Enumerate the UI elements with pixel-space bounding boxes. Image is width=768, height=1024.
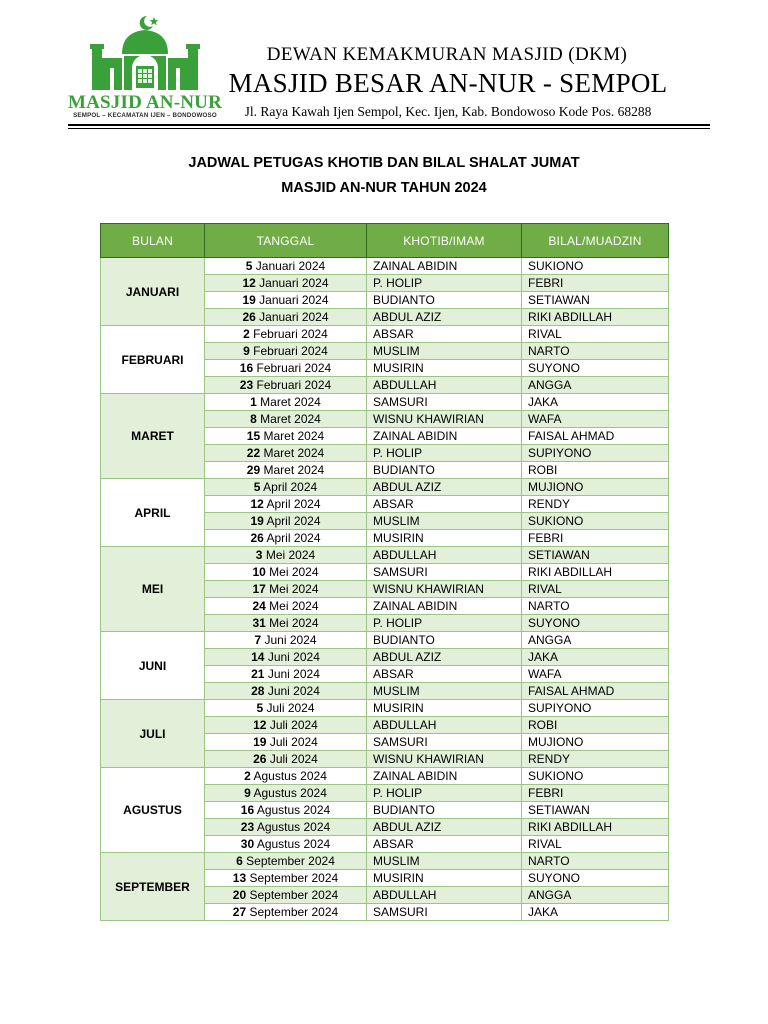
date-day: 26 [253,752,267,766]
date-cell [205,751,367,768]
column-header-khotib: KHOTIB/IMAM [367,224,522,258]
date-month-year: Februari 2024 [249,344,328,358]
date-day: 9 [243,344,250,358]
khotib-cell: ZAINAL ABIDIN [367,428,522,445]
mosque-icon [66,14,224,94]
date-day: 13 [232,871,247,885]
date-cell [205,411,367,428]
bilal-cell: SUYONO [522,615,669,632]
bilal-cell: ANGGA [522,632,669,649]
date-cell [205,377,367,394]
date-cell [205,785,367,802]
date-month-year: Agustus 2024 [250,786,327,800]
bilal-cell: FAISAL AHMAD [522,683,669,700]
mosque-logo [66,14,224,122]
column-header-bulan: BULAN [101,224,205,258]
date-cell [205,326,367,343]
date-month-year: Agustus 2024 [250,769,327,783]
address: Jl. Raya Kawah Ijen Sempol, Kec. Ijen, Kab. Bondowoso Kode Pos. 68288 [244,104,652,119]
khotib-cell: ABSAR [367,666,522,683]
date-month-year: April 2024 [263,531,321,545]
bilal-cell: RIKI ABDILLAH [522,564,669,581]
date-month-year: Maret 2024 [260,429,325,443]
date-month-year: Maret 2024 [260,463,325,477]
bilal-cell: WAFA [522,666,669,683]
bilal-cell: WAFA [522,411,669,428]
bilal-cell: SUKIONO [522,768,669,785]
date-day: 2 [243,327,250,341]
date-cell [205,700,367,717]
khotib-cell: MUSLIM [367,683,522,700]
date-day: 16 [240,803,255,817]
bilal-cell: SUYONO [522,360,669,377]
khotib-cell: ABDUL AZIZ [367,819,522,836]
date-cell [205,683,367,700]
table-row [101,326,669,343]
bilal-cell: SETIAWAN [522,292,669,309]
header-rule-thin [68,128,710,129]
date-day: 23 [239,378,254,392]
month-cell: MEI [101,547,205,632]
khotib-cell: ABDULLAH [367,887,522,904]
date-day: 19 [242,293,256,307]
mosque-name: MASJID BESAR AN-NUR - SEMPOL [228,68,668,98]
date-day: 17 [252,582,266,596]
date-month-year: Mei 2024 [265,599,319,613]
logo-subtitle: SEMPOL – KECAMATAN IJEN – BONDOWOSO [73,112,217,119]
date-day: 5 [245,259,253,273]
bilal-cell: SUPIYONO [522,445,669,462]
date-month-year: Juli 2024 [266,735,318,749]
khotib-cell: BUDIANTO [367,462,522,479]
month-cell: JULI [101,700,205,768]
date-cell [205,887,367,904]
date-month-year: Mei 2024 [265,582,319,596]
column-header-bilal: BILAL/MUADZIN [522,224,669,258]
date-day: 30 [240,837,255,851]
khotib-cell: MUSLIM [367,343,522,360]
date-month-year: September 2024 [246,871,339,885]
date-month-year: Maret 2024 [260,446,325,460]
date-month-year: Januari 2024 [255,276,329,290]
document-title: JADWAL PETUGAS KHOTIB DAN BILAL SHALAT JUMAT [188,155,580,171]
date-cell [205,802,367,819]
date-month-year: Februari 2024 [249,327,328,341]
date-month-year: Agustus 2024 [254,820,331,834]
date-month-year: Februari 2024 [253,361,332,375]
date-cell [205,632,367,649]
table-row [101,768,669,785]
bilal-cell: NARTO [522,598,669,615]
date-cell [205,292,367,309]
date-cell [205,615,367,632]
khotib-cell: ZAINAL ABIDIN [367,598,522,615]
date-day: 28 [251,684,265,698]
date-day: 7 [254,633,262,647]
month-cell: FEBRUARI [101,326,205,394]
date-cell [205,428,367,445]
bilal-cell: ANGGA [522,377,669,394]
date-cell [205,734,367,751]
bilal-cell: RENDY [522,751,669,768]
khotib-cell: SAMSURI [367,394,522,411]
date-day: 3 [255,548,263,562]
date-month-year: Januari 2024 [252,259,326,273]
date-day: 16 [239,361,254,375]
schedule-body [101,258,669,921]
bilal-cell: RIVAL [522,836,669,853]
date-month-year: Mei 2024 [265,565,319,579]
document-subtitle: MASJID AN-NUR TAHUN 2024 [281,180,487,196]
khotib-cell: ABSAR [367,836,522,853]
date-cell [205,836,367,853]
khotib-cell: BUDIANTO [367,292,522,309]
khotib-cell: P. HOLIP [367,615,522,632]
bilal-cell: ANGGA [522,887,669,904]
date-cell [205,768,367,785]
khotib-cell: ABDULLAH [367,377,522,394]
bilal-cell: RIKI ABDILLAH [522,309,669,326]
month-cell: MARET [101,394,205,479]
date-day: 6 [236,854,243,868]
logo-title: MASJID AN-NUR [67,92,223,113]
date-day: 29 [246,463,261,477]
bilal-cell: SUYONO [522,870,669,887]
bilal-cell: RENDY [522,496,669,513]
khotib-cell: ABDUL AZIZ [367,649,522,666]
bilal-cell: SETIAWAN [522,802,669,819]
date-cell [205,479,367,496]
column-header-tanggal: TANGGAL [205,224,367,258]
bilal-cell: FEBRI [522,530,669,547]
date-cell [205,870,367,887]
khotib-cell: ABDULLAH [367,717,522,734]
date-cell [205,513,367,530]
date-cell [205,530,367,547]
date-day: 31 [252,616,266,630]
date-day: 5 [253,480,261,494]
date-month-year: Juli 2024 [263,701,315,715]
khotib-cell: BUDIANTO [367,632,522,649]
date-cell [205,394,367,411]
date-month-year: Februari 2024 [253,378,332,392]
date-month-year: Juni 2024 [264,650,320,664]
khotib-cell: MUSIRIN [367,700,522,717]
date-day: 15 [246,429,261,443]
month-cell: APRIL [101,479,205,547]
date-month-year: Maret 2024 [256,412,321,426]
date-cell [205,666,367,683]
date-cell [205,581,367,598]
table-row [101,258,669,275]
schedule-table [100,223,669,921]
date-month-year: April 2024 [263,514,321,528]
khotib-cell: MUSLIM [367,513,522,530]
date-cell [205,258,367,275]
bilal-cell: SETIAWAN [522,547,669,564]
month-cell: AGUSTUS [101,768,205,853]
khotib-cell: ABDULLAH [367,547,522,564]
date-day: 5 [256,701,264,715]
date-month-year: April 2024 [263,497,321,511]
date-day: 9 [244,786,251,800]
bilal-cell: JAKA [522,904,669,921]
bilal-cell: MUJIONO [522,479,669,496]
date-month-year: Agustus 2024 [254,803,331,817]
month-cell: JANUARI [101,258,205,326]
khotib-cell: SAMSURI [367,564,522,581]
bilal-cell: MUJIONO [522,734,669,751]
table-row [101,547,669,564]
khotib-cell: WISNU KHAWIRIAN [367,411,522,428]
table-row [101,700,669,717]
date-month-year: September 2024 [246,905,339,919]
bilal-cell: SUKIONO [522,258,669,275]
date-month-year: Agustus 2024 [254,837,331,851]
date-month-year: Maret 2024 [256,395,321,409]
khotib-cell: MUSLIM [367,853,522,870]
date-day: 23 [240,820,255,834]
bilal-cell: FAISAL AHMAD [522,428,669,445]
date-cell [205,360,367,377]
date-day: 26 [242,310,256,324]
date-day: 12 [250,497,264,511]
bilal-cell: NARTO [522,343,669,360]
date-day: 10 [252,565,266,579]
date-month-year: Mei 2024 [262,548,316,562]
khotib-cell: ABDUL AZIZ [367,479,522,496]
date-day: 12 [253,718,267,732]
bilal-cell: FEBRI [522,275,669,292]
header-rule-thick [68,124,710,126]
organization-name: DEWAN KEMAKMURAN MASJID (DKM) [266,44,628,65]
khotib-cell: ABSAR [367,496,522,513]
date-cell [205,496,367,513]
date-day: 19 [253,735,267,749]
bilal-cell: ROBI [522,462,669,479]
bilal-cell: SUPIYONO [522,700,669,717]
date-month-year: April 2024 [260,480,318,494]
khotib-cell: P. HOLIP [367,445,522,462]
khotib-cell: ABDUL AZIZ [367,309,522,326]
date-cell [205,853,367,870]
khotib-cell: ABSAR [367,326,522,343]
date-cell [205,445,367,462]
date-day: 19 [250,514,264,528]
date-day: 24 [252,599,266,613]
date-cell [205,598,367,615]
bilal-cell: JAKA [522,394,669,411]
bilal-cell: NARTO [522,853,669,870]
date-month-year: Juni 2024 [264,684,320,698]
khotib-cell: MUSIRIN [367,870,522,887]
date-day: 21 [251,667,265,681]
khotib-cell: P. HOLIP [367,785,522,802]
date-cell [205,547,367,564]
date-month-year: Juni 2024 [264,667,320,681]
date-cell [205,309,367,326]
khotib-cell: P. HOLIP [367,275,522,292]
date-cell [205,564,367,581]
date-day: 27 [232,905,247,919]
date-day: 26 [250,531,264,545]
khotib-cell: SAMSURI [367,734,522,751]
date-day: 20 [232,888,247,902]
date-month-year: Januari 2024 [255,310,329,324]
bilal-cell: ROBI [522,717,669,734]
date-month-year: September 2024 [246,888,339,902]
table-row [101,479,669,496]
date-month-year: Juli 2024 [266,752,318,766]
khotib-cell: BUDIANTO [367,802,522,819]
khotib-cell: ZAINAL ABIDIN [367,258,522,275]
date-month-year: Juni 2024 [261,633,317,647]
bilal-cell: RIVAL [522,581,669,598]
bilal-cell: JAKA [522,649,669,666]
date-day: 2 [244,769,251,783]
date-day: 1 [250,395,257,409]
table-header-row [101,224,669,258]
date-month-year: Januari 2024 [255,293,329,307]
date-month-year: Mei 2024 [265,616,319,630]
date-day: 22 [246,446,261,460]
month-cell: JUNI [101,632,205,700]
date-cell [205,275,367,292]
date-cell [205,819,367,836]
khotib-cell: MUSIRIN [367,360,522,377]
date-day: 14 [251,650,265,664]
date-cell [205,343,367,360]
bilal-cell: RIVAL [522,326,669,343]
date-day: 12 [242,276,256,290]
date-month-year: September 2024 [242,854,335,868]
date-cell [205,649,367,666]
date-month-year: Juli 2024 [266,718,318,732]
table-row [101,394,669,411]
khotib-cell: ZAINAL ABIDIN [367,768,522,785]
bilal-cell: RIKI ABDILLAH [522,819,669,836]
date-cell [205,904,367,921]
table-row [101,853,669,870]
bilal-cell: SUKIONO [522,513,669,530]
date-cell [205,462,367,479]
table-row [101,632,669,649]
khotib-cell: WISNU KHAWIRIAN [367,751,522,768]
bilal-cell: FEBRI [522,785,669,802]
date-day: 8 [250,412,257,426]
khotib-cell: WISNU KHAWIRIAN [367,581,522,598]
month-cell: SEPTEMBER [101,853,205,921]
khotib-cell: MUSIRIN [367,530,522,547]
date-cell [205,717,367,734]
khotib-cell: SAMSURI [367,904,522,921]
